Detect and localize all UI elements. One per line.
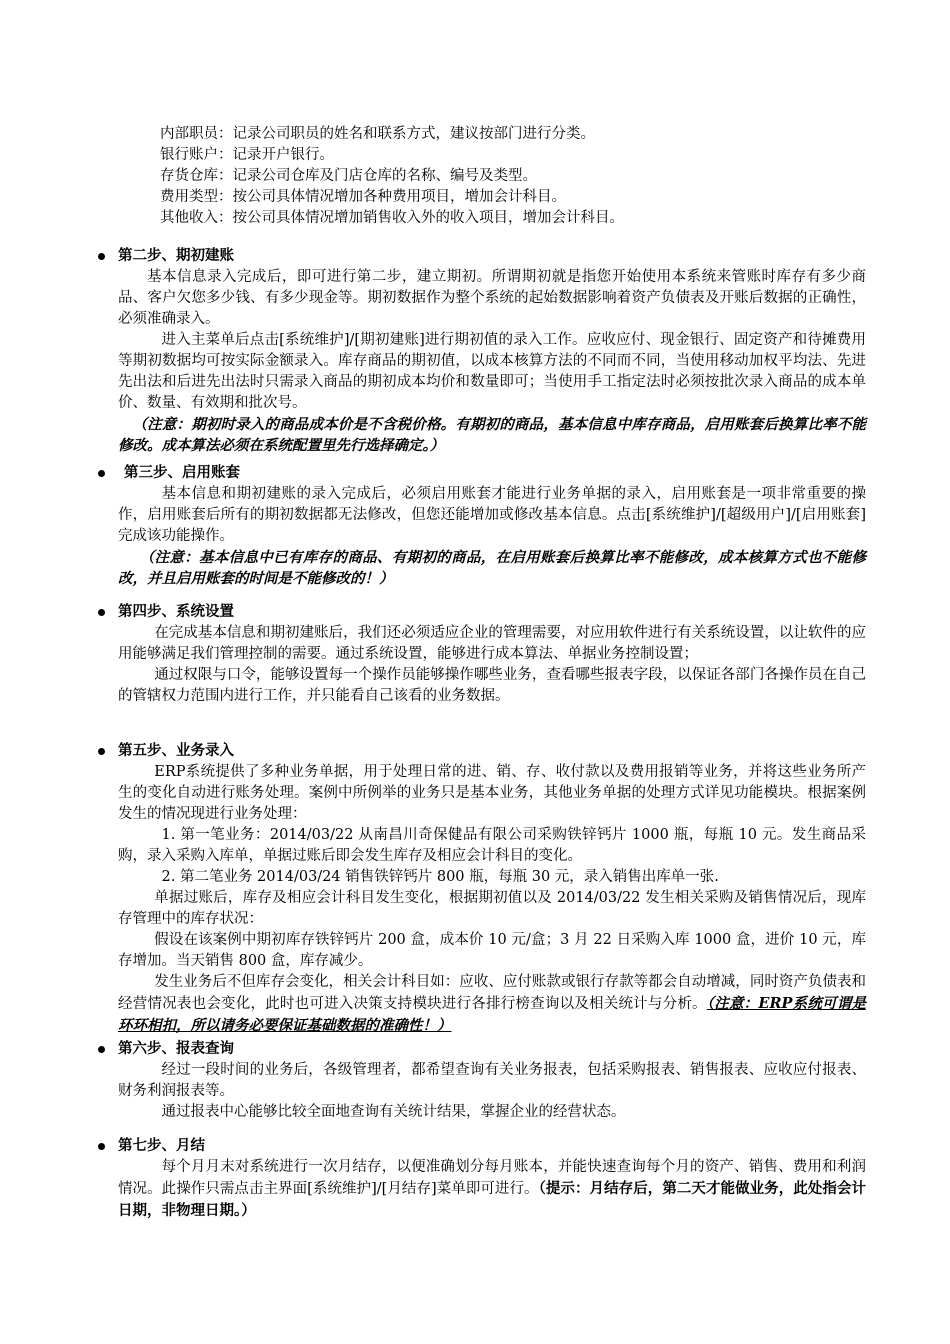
paragraph: 通过报表中心能够比较全面地查询有关统计结果，掌握企业的经营状态。 [161, 1104, 626, 1120]
paragraph: 在完成基本信息和期初建账后，我们还必须适应企业的管理需要，对应用软件进行有关系统设置，以让软件的应用能够满足我们管理控制的需要。通过系统设置，能够进行成本算法、单据业务控制设置； [118, 625, 866, 662]
paragraph: 通过权限与口令，能够设置每一个操作员能够操作哪些业务，查看哪些报表字段，以保证各部门各操作员在自己的管辖权力范围内进行工作，并只能看自己该看的业务数据。 [118, 667, 866, 704]
paragraph: 基本信息和期初建账的录入完成后，必须启用账套才能进行业务单据的录入，启用账套是一项非常重要的操作，启用账套后所有的期初数据都无法修改，但您还能增加或修改基本信息。点击[系统维护]/[超级用户]/[启用账套]完成该功能操作。 [118, 486, 866, 544]
section-step-6 [118, 1038, 866, 1123]
section-step-5 [118, 740, 866, 1037]
intro-line-income: 其他收入：按公司具体情况增加销售收入外的收入项目，增加会计科目。 [160, 210, 624, 226]
paragraph [118, 1157, 866, 1222]
bullet-icon [98, 1046, 105, 1053]
bullet-icon [98, 609, 105, 616]
heading-text: 第三步、启用账套 [124, 464, 240, 481]
intro-line-expense: 费用类型：按公司具体情况增加各种费用项目，增加会计科目。 [160, 189, 566, 205]
note: （注意：ERP系统可谓是环环相扣，所以请务必要保证基础数据的准确性！） [118, 995, 866, 1034]
paragraph: 进入主菜单后点击[系统维护]/[期初建账]进行期初值的录入工作。应收应付、现金银行、固定资产和待摊费用等期初数据均可按实际金额录入。库存商品的期初值，以成本核算方法的不同而不同，当使用移动加权平均法、先进先出法和后进先出法时只需录入商品的期初成本均价和数量即可；当使用手工指定法时必须按批次录入商品的成本单价、数量、有效期和批次号。 [118, 332, 866, 411]
note: （注意：基本信息中已有库存的商品、有期初的商品，在启用账套后换算比率不能修改，成本核算方式也不能修改，并且启用账套的时间是不能修改的！） [118, 549, 866, 587]
section-heading [118, 245, 866, 267]
section-heading [124, 462, 872, 484]
section-heading [118, 740, 866, 762]
heading-text: 第六步、报表查询 [118, 1040, 234, 1057]
basic-info-list [160, 124, 624, 229]
paragraph: 单据过账后，库存及相应会计科目发生变化，根据期初值以及 2014/03/22 发生相关采购及销售情况后，现库存管理中的库存状况： [118, 890, 866, 927]
section-step-7 [118, 1135, 866, 1222]
bullet-icon [98, 748, 105, 755]
intro-line-warehouse: 存货仓库：记录公司仓库及门店仓库的名称、编号及类型。 [160, 168, 537, 184]
note: （注意：期初时录入的商品成本价是不含税价格。有期初的商品，基本信息中库存商品，启用账套后换算比率不能修改。成本算法必须在系统配置里先行选择确定。） [118, 416, 866, 454]
list-item: 1. 第一笔业务：2014/03/22 从南昌川奇保健品有限公司采购铁锌钙片 1000 瓶，每瓶 10 元。发生商品采购，录入采购入库单，单据过账后即会发生库存及相应会计科目的变化。 [118, 827, 866, 864]
intro-line-staff: 内部职员：记录公司职员的姓名和联系方式，建议按部门进行分类。 [160, 126, 595, 142]
paragraph-text: 发生业务后不但库存会变化，相关会计科目如：应收、应付账款或银行存款等都会自动增减，同时资产负债表和经营情况表也会变化，此时也可进入决策支持模块进行各排行榜查询以及相关统计与分析。 [118, 974, 866, 1012]
heading-text: 第五步、业务录入 [118, 742, 234, 759]
paragraph: 假设在该案例中期初库存铁锌钙片 200 盒，成本价 10 元/盒；3 月 22 日采购入库 1000 盒，进价 10 元，库存增加。当天销售 800 盒，库存减少。 [118, 932, 866, 969]
bullet-icon [98, 253, 105, 260]
paragraph: 经过一段时间的业务后，各级管理者，都希望查询有关业务报表，包括采购报表、销售报表、应收应付报表、财务利润报表等。 [118, 1062, 866, 1099]
list-item: 2. 第二笔业务 2014/03/24 销售铁锌钙片 800 瓶，每瓶 30 元，录入销售出库单一张. [161, 869, 719, 885]
bullet-icon [98, 1143, 105, 1150]
heading-text: 第七步、月结 [118, 1137, 205, 1154]
section-heading [118, 601, 866, 623]
paragraph: ERP系统提供了多种业务单据，用于处理日常的进、销、存、收付款以及费用报销等业务，并将这些业务所产生的变化自动进行账务处理。案例中所例举的业务只是基本业务，其他业务单据的处理方式详见功能模块。根据案例发生的情况现进行业务处理： [118, 764, 866, 822]
section-step-3 [118, 462, 866, 589]
paragraph: 基本信息录入完成后，即可进行第二步，建立期初。所谓期初就是指您开始使用本系统来管账时库存有多少商品、客户欠您多少钱、有多少现金等。期初数据作为整个系统的起始数据影响着资产负债表及开账后数据的正确性，必须准确录入。 [118, 269, 866, 327]
paragraph [118, 972, 866, 1037]
note: （提示：月结存后，第二天才能做业务，此处指会计日期，非物理日期。） [118, 1180, 866, 1219]
intro-line-bank: 银行账户：记录开户银行。 [160, 147, 334, 163]
bullet-icon [98, 470, 105, 477]
section-heading [118, 1135, 866, 1157]
section-heading [118, 1038, 866, 1060]
heading-text: 第二步、期初建账 [118, 247, 234, 264]
section-step-2 [118, 245, 866, 456]
section-step-4 [118, 601, 866, 707]
heading-text: 第四步、系统设置 [118, 603, 234, 620]
paragraph-text: 每个月月末对系统进行一次月结存，以便准确划分每月账本，并能快速查询每个月的资产、销售、费用和利润情况。此操作只需点击主界面[系统维护]/[月结存]菜单即可进行。 [118, 1159, 866, 1197]
